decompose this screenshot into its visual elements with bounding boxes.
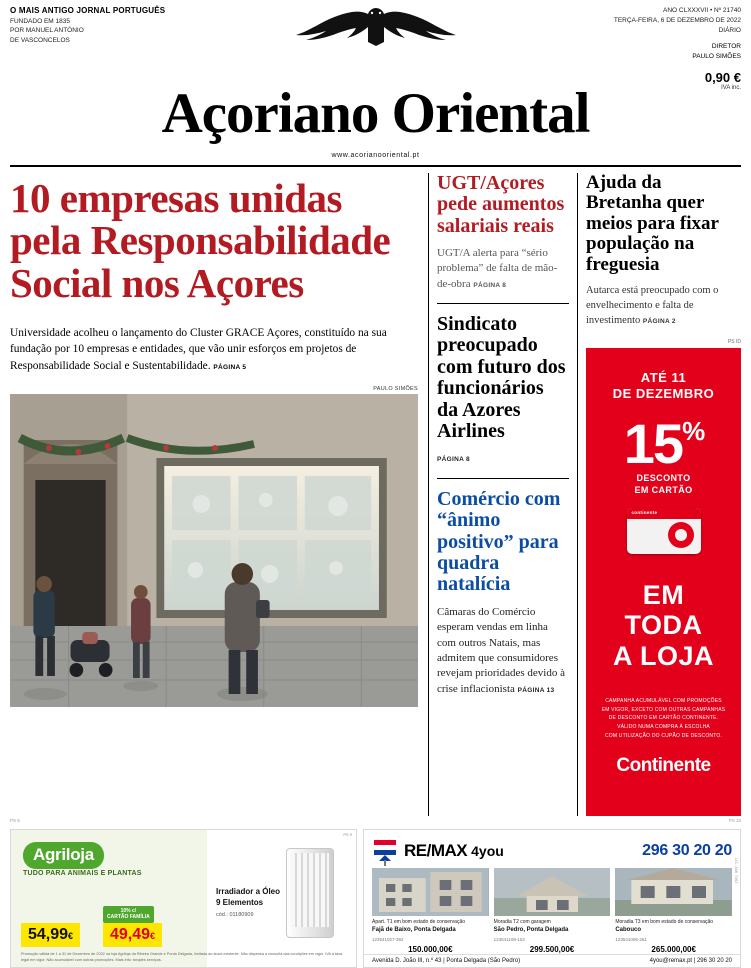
remax-phone: 296 30 20 20 (642, 841, 732, 859)
story-bretanha-page-reference: PÁGINA 2 (642, 317, 676, 325)
continente-legal-line2: EM VIGOR, EXCETO COM OUTRAS CAMPANHAS (601, 706, 726, 713)
listing-photo (372, 868, 489, 916)
remax-header (364, 830, 740, 868)
agriloja-card-price-value: 49,49 (110, 925, 151, 943)
story-bretanha-headline[interactable]: Ajuda da Bretanha quer meios para fixar população na freguesia (586, 171, 719, 275)
page-mark-right: PS 15 (728, 817, 741, 823)
remax-contact[interactable]: 4you@remax.pt | 296 30 20 20 (649, 957, 732, 964)
agriloja-card-flag-line2: CARTÃO FAMÍLIA (107, 914, 150, 921)
continente-brand-logo: Continente (616, 754, 711, 776)
story-sindicato-headline[interactable]: Sindicato preocupado com futuro dos funcionários da Azores Airlines (437, 313, 566, 443)
right-column (578, 173, 741, 816)
continente-legal-line1: CAMPANHA ACUMULÁVEL COM PROMOÇÕES (605, 697, 722, 704)
continente-slogan-line1: EM (642, 580, 685, 611)
middle-divider-2 (437, 478, 569, 479)
agriloja-regular-price-value: 54,99 (28, 925, 69, 943)
story-ugt-headline[interactable]: UGT/Açores pede aumentos salariais reais (437, 171, 565, 237)
cover-price: 0,90 € (704, 69, 741, 85)
issue-frequency: DIÁRIO (718, 26, 741, 34)
bottom-advertisements (0, 829, 751, 968)
newspaper-title (10, 81, 741, 145)
remax-footer (364, 954, 740, 967)
remax-sub-brand: 4you (471, 842, 504, 859)
remax-advertisement[interactable] (363, 829, 741, 968)
remax-balloon-icon (372, 836, 398, 866)
agriloja-ad-ref: PS 9 (343, 831, 352, 837)
founded-year: FUNDADO EM 1835 (10, 18, 70, 25)
agriloja-card-flag-line1: 10% c/ (120, 907, 137, 914)
listing-price: 299.500,00€ (529, 944, 575, 954)
listing-price: 265.000,00€ (651, 944, 696, 954)
founded-info (10, 17, 210, 45)
continente-desc-line2: EM CARTÃO (634, 485, 693, 496)
listing-type: Moradia T2 com garagem (493, 918, 551, 925)
title-word-oriental: Oriental (391, 81, 590, 145)
listing-type: Moradia T3 em bom estado de conservação (615, 918, 714, 925)
photo-credit: PAULO SIMÕES (373, 385, 418, 392)
story-ugt-summary-text: UGT/A alerta para “sério problema” de falta de mão-de-obra (437, 246, 558, 290)
agriloja-regular-price (21, 923, 80, 947)
listing-item[interactable] (615, 868, 732, 954)
story-bretanha-summary-text: Autarca está preocupado com o envelhecimento e falta de investimento (586, 285, 719, 326)
lead-page-reference: PÁGINA 5 (213, 363, 247, 371)
listing-location: São Pedro, Ponta Delgada (493, 927, 569, 934)
continente-legal-text (586, 697, 741, 741)
continente-desc-line1: DESCONTO (636, 472, 691, 483)
listing-reference: 123541027-392 (372, 936, 404, 942)
listing-location: Fajã de Baixo, Ponta Delgada (372, 927, 456, 934)
founder-line-1: POR MANUEL ANTÓNIO (10, 27, 84, 35)
remax-license-note: LIC. AMI 7063 (734, 857, 739, 884)
lead-summary (10, 325, 418, 375)
agriloja-legal-text: Promoção válida de 1 a 31 de Dezembro de 2022 na loja Agriloja da Ribeira Grande e Ponta Delgada, limitada ao stock existente. Não dispensa a consulta das condições em vigor. IVA à taxa legal em vigor. Não acumulável com outras promoções. Mais info: twojdes serviços. (21, 952, 343, 962)
listing-item[interactable] (372, 868, 489, 954)
agriloja-card-price-currency: € (150, 930, 156, 941)
director-name: PAULO SIMÕES (692, 53, 741, 60)
agriloja-card-discount-flag (103, 906, 154, 923)
continente-percent-value: 15 (623, 412, 683, 476)
title-word-acoriano: Açoriano (161, 81, 379, 145)
middle-divider-1 (437, 303, 569, 304)
agriloja-product-ref: cód.: 01180909 (216, 912, 254, 919)
story-sindicato-page-reference: PÁGINA 8 (437, 456, 470, 464)
continente-advertisement[interactable] (586, 348, 741, 816)
continente-discount-desc (586, 472, 741, 496)
lead-headline[interactable]: 10 empresas unidas pela Responsabilidade Social nos Açores (10, 174, 391, 306)
remax-address: Avenida D. João III, n.º 43 | Ponta Delgada (São Pedro) (372, 957, 521, 964)
continente-legal-line5: COM UTILIZAÇÃO DO CUPÃO DE DESCONTO. (604, 732, 723, 739)
issue-info (541, 6, 741, 35)
listing-location: Cabouco (615, 927, 642, 934)
continente-slogan-line3: A LOJA (612, 640, 714, 671)
agriloja-product-line2: 9 Elementos (216, 898, 264, 908)
card-brand-label: continente (631, 510, 658, 516)
continente-until-line1: ATÉ 11 (640, 369, 687, 385)
continente-loyalty-card-icon (627, 508, 701, 554)
middle-stories-column (428, 173, 578, 816)
story-bretanha-summary (586, 284, 741, 328)
listing-item[interactable] (494, 868, 611, 954)
continente-legal-line4: VÁLIDO NUMA COMPRA À ESCOLHA (617, 724, 710, 731)
website-url[interactable]: www.acorianooriental.pt (331, 151, 420, 159)
listing-reference: 123541108-102 (493, 936, 525, 942)
lead-photo (10, 394, 418, 707)
continente-slogan (586, 580, 741, 671)
agriloja-tagline: TUDO PARA ANIMAIS E PLANTAS (23, 869, 142, 877)
story-ugt-summary (437, 246, 569, 292)
continente-discount-percent (586, 412, 741, 476)
agriloja-advertisement[interactable] (10, 829, 357, 968)
remax-brand: RE/MAX (404, 840, 468, 860)
story-ugt-page-reference: PÁGINA 8 (473, 281, 507, 289)
card-circle-icon (668, 522, 694, 548)
price-vat-note: IVA inc. (721, 84, 741, 91)
story-comercio-headline[interactable]: Comércio com “ânimo positivo” para quadra natalícia (437, 487, 561, 596)
listing-photo (615, 868, 732, 916)
newspaper-tagline: O MAIS ANTIGO JORNAL PORTUGUÊS (10, 6, 166, 15)
masthead (0, 0, 751, 159)
agriloja-product-line1: Irradiador a Óleo (216, 886, 281, 896)
masthead-right-info (541, 6, 741, 91)
page-marks-row (0, 818, 751, 823)
story-comercio-summary (437, 605, 569, 697)
continente-until-date (586, 370, 741, 403)
front-page-columns (0, 173, 751, 816)
lead-story-column (10, 173, 428, 816)
agriloja-regular-price-currency: € (68, 930, 74, 941)
issue-date: TERÇA-FEIRA, 6 DE DEZEMBRO DE 2022 (613, 16, 741, 24)
continente-card-wrapper (586, 508, 741, 554)
agriloja-product-description (216, 886, 280, 920)
eagle-emblem-icon (286, 2, 466, 48)
agriloja-card-price (103, 923, 162, 947)
listing-type: Apart. T1 em bom estado de conservação (372, 918, 466, 925)
story-comercio-summary-text: Câmaras do Comércio esperam vendas em linha com outros Natais, mas admitem que consumidores revejam prioridades devido à crise inflacionista (437, 605, 565, 695)
remax-listings (364, 868, 740, 954)
lead-summary-text: Universidade acolheu o lançamento do Cluster GRACE Açores, constituído na sua fundação por 10 empresas e entidades, que vão unir esforços em projetos de Responsabilidade Social e Sustentabilidade. (10, 326, 387, 372)
story-comercio-page-reference: PÁGINA 13 (517, 686, 555, 694)
oil-heater-product-icon (286, 848, 334, 938)
masthead-divider (10, 165, 741, 167)
agriloja-logo: Agriloja (23, 842, 104, 869)
continente-until-line2: DE DEZEMBRO (612, 386, 715, 402)
continente-legal-line3: DE DESCONTO EM CARTÃO CONTINENTE. (608, 715, 719, 722)
continente-percent-symbol: % (682, 416, 704, 447)
director-label: DIRETOR (711, 43, 741, 51)
listing-reference: 123541006-261 (615, 936, 647, 942)
page-mark-left: PS 8 (10, 817, 20, 823)
founder-line-2: DE VASCONCELOS (10, 36, 70, 44)
story-sindicato-pageline (437, 451, 569, 466)
masthead-left-info (10, 6, 210, 45)
right-column-credit: PS ID (727, 338, 741, 345)
listing-photo (494, 868, 611, 916)
listing-price: 150.000,00€ (408, 944, 453, 954)
issue-number: ANO CLXXXVII • Nº 21740 (663, 7, 741, 14)
director-info (541, 42, 741, 62)
continente-slogan-line2: TODA (624, 610, 703, 641)
